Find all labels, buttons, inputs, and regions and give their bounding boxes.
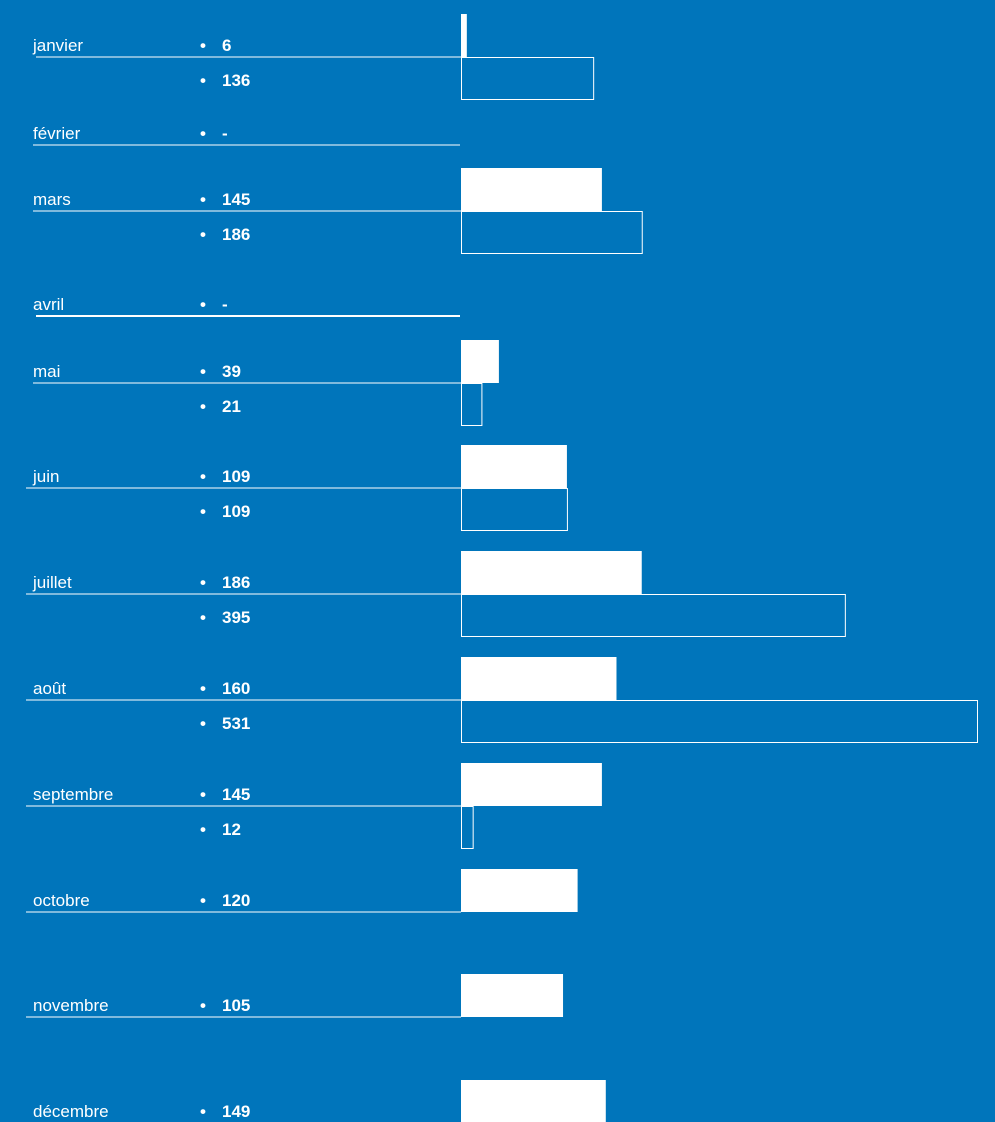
month-group-3	[33, 295, 460, 316]
filled-bar	[461, 657, 616, 700]
month-label: mai	[33, 362, 61, 381]
bullet-icon: •	[200, 996, 206, 1015]
value-label: -	[222, 124, 228, 143]
outline-bar	[462, 701, 978, 743]
value-label: 21	[222, 397, 241, 416]
month-group-1	[33, 124, 460, 145]
bullet-icon: •	[200, 225, 206, 244]
outline-bar	[462, 58, 594, 100]
value-label: 160	[222, 679, 251, 698]
filled-bar	[461, 1080, 606, 1122]
outline-bar	[462, 489, 568, 531]
bullet-icon: •	[200, 397, 206, 416]
month-label: octobre	[33, 891, 90, 910]
value-label: 531	[222, 714, 251, 733]
filled-bar	[461, 340, 499, 383]
bullet-icon: •	[200, 467, 206, 486]
value-label: 145	[222, 190, 251, 209]
value-label: 186	[222, 573, 251, 592]
month-label: janvier	[33, 36, 84, 55]
bullet-icon: •	[200, 36, 206, 55]
month-label: février	[33, 124, 81, 143]
outline-bar	[462, 807, 474, 849]
filled-bar	[461, 168, 602, 211]
month-label: septembre	[33, 785, 114, 804]
bullet-icon: •	[200, 573, 206, 592]
value-label: 109	[222, 467, 251, 486]
value-label: 145	[222, 785, 251, 804]
month-group-0	[32, 14, 594, 100]
outline-bar	[462, 595, 846, 637]
bullet-icon: •	[200, 362, 206, 381]
month-label: août	[33, 679, 67, 698]
bullet-icon: •	[200, 71, 206, 90]
bullet-icon: •	[200, 679, 206, 698]
bullet-icon: •	[200, 714, 206, 733]
bullet-icon: •	[200, 124, 206, 143]
value-label: 395	[222, 608, 251, 627]
bullet-icon: •	[200, 891, 206, 910]
month-group-10	[26, 974, 563, 1017]
bullet-icon: •	[200, 785, 206, 804]
month-label: juillet	[33, 573, 72, 592]
value-label: 136	[222, 71, 251, 90]
month-group-5	[26, 445, 567, 531]
month-label: décembre	[33, 1102, 109, 1121]
value-label: 105	[222, 996, 251, 1015]
month-group-8	[26, 763, 602, 849]
bullet-icon: •	[200, 190, 206, 209]
month-label: juin	[33, 467, 60, 486]
month-group-9	[26, 869, 578, 912]
outline-bar	[462, 384, 482, 426]
bullet-icon: •	[200, 295, 206, 314]
month-group-6	[26, 551, 845, 637]
bullet-icon: •	[200, 502, 206, 521]
value-label: 39	[222, 362, 241, 381]
value-label: 6	[222, 36, 232, 55]
value-label: 109	[222, 502, 251, 521]
filled-bar	[461, 763, 602, 806]
month-label: novembre	[33, 996, 109, 1015]
filled-bar	[461, 551, 642, 594]
value-label: -	[222, 295, 228, 314]
outline-bar	[462, 212, 643, 254]
value-label: 149	[222, 1102, 251, 1121]
filled-bar	[461, 14, 467, 57]
month-group-4	[33, 340, 499, 426]
bullet-icon: •	[200, 820, 206, 839]
month-group-2	[33, 168, 642, 254]
filled-bar	[461, 445, 567, 488]
filled-bar	[461, 869, 578, 912]
month-label: avril	[33, 295, 65, 314]
bullet-icon: •	[200, 1102, 206, 1121]
month-group-11	[26, 1080, 606, 1122]
month-group-7	[26, 657, 978, 743]
bullet-icon: •	[200, 608, 206, 627]
value-label: 120	[222, 891, 251, 910]
month-label: mars	[33, 190, 71, 209]
value-label: 186	[222, 225, 251, 244]
filled-bar	[461, 974, 563, 1017]
value-label: 12	[222, 820, 241, 839]
